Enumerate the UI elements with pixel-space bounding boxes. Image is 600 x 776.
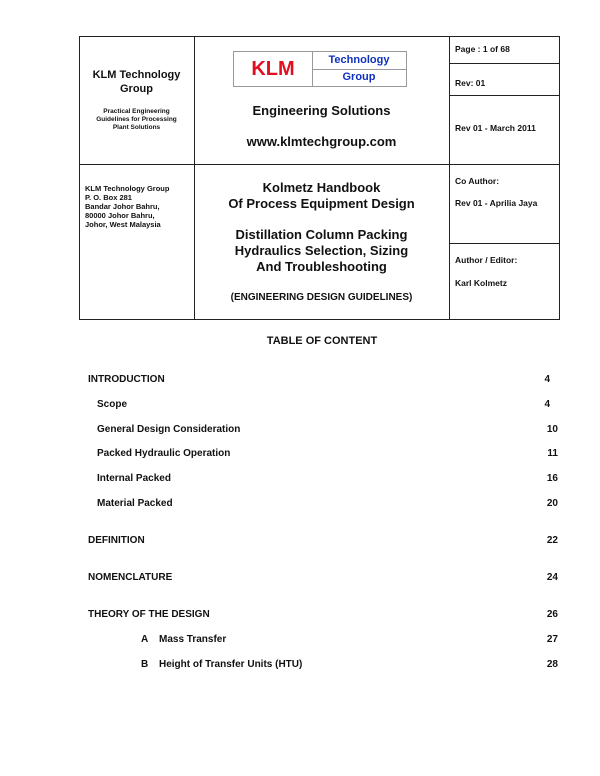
toc-entry-label: General Design Consideration — [97, 424, 241, 435]
toc-entry[interactable] — [88, 397, 558, 413]
toc-entry-page: 11 — [547, 448, 558, 459]
toc-entry[interactable] — [88, 533, 558, 549]
toc-entry-label: Packed Hydraulic Operation — [97, 448, 231, 459]
divider — [80, 164, 559, 165]
toc-entry[interactable] — [88, 422, 558, 438]
company-tagline — [79, 108, 194, 132]
toc-entry[interactable] — [88, 496, 558, 512]
toc-entry-letter: A — [141, 634, 149, 645]
toc-entry-page: 4 — [544, 399, 550, 410]
divider — [449, 95, 559, 96]
guidelines-label: (ENGINEERING DESIGN GUIDELINES) — [230, 292, 413, 303]
company-name — [79, 68, 194, 96]
toc-entry[interactable] — [88, 446, 558, 462]
klm-logo — [233, 51, 407, 87]
engineering-solutions: Engineering Solutions — [252, 103, 391, 118]
toc-entry[interactable] — [88, 657, 558, 673]
revision: Rev: 01 — [455, 78, 486, 88]
tagline-line: Practical Engineering — [103, 108, 170, 115]
handbook-title-line: Of Process Equipment Design — [228, 196, 415, 211]
address-line: 80000 Johor Bahru, — [85, 211, 155, 220]
company-name-line: KLM Technology — [92, 69, 181, 81]
toc-title: TABLE OF CONTENT — [266, 335, 378, 347]
tagline-line: Plant Solutions — [112, 124, 161, 131]
toc-entry-letter: B — [141, 659, 149, 670]
subject-line: Hydraulics Selection, Sizing — [234, 243, 409, 258]
toc-entry-page: 26 — [546, 609, 558, 620]
toc-entry-label: Height of Transfer Units (HTU) — [159, 659, 303, 670]
toc-entry-page: 27 — [546, 634, 558, 645]
toc-entry-label: Material Packed — [97, 498, 173, 509]
toc-entry-page: 4 — [544, 374, 550, 385]
address-line: Bandar Johor Bahru, — [85, 202, 160, 211]
address-line: P. O. Box 281 — [85, 193, 132, 202]
toc-entry-label: THEORY OF THE DESIGN — [88, 609, 210, 620]
subject-line: And Troubleshooting — [256, 259, 387, 274]
author-name: Karl Kolmetz — [455, 278, 507, 288]
co-author-name: Rev 01 - Aprilia Jaya — [455, 198, 538, 208]
divider — [194, 37, 195, 319]
divider — [449, 37, 450, 319]
co-author-label: Co Author: — [455, 176, 500, 186]
divider — [449, 243, 559, 244]
toc-entry[interactable] — [88, 372, 558, 388]
logo-technology-text: Technology — [312, 52, 406, 70]
divider — [449, 63, 559, 64]
toc-entry-page: 16 — [546, 473, 558, 484]
handbook-title — [194, 180, 449, 212]
toc-entry-page: 28 — [546, 659, 558, 670]
toc-entry-label: INTRODUCTION — [88, 374, 165, 385]
toc-entry-label: DEFINITION — [88, 535, 145, 546]
toc-entry-label: Scope — [97, 399, 128, 410]
toc-entry[interactable] — [88, 607, 558, 623]
logo-group-text: Group — [342, 71, 376, 83]
toc-entry[interactable] — [88, 570, 558, 586]
toc-entry[interactable] — [88, 471, 558, 487]
tagline-line: Guidelines for Processing — [96, 116, 177, 123]
toc-entry-label: Mass Transfer — [159, 634, 227, 645]
document-subject — [194, 227, 449, 275]
toc-entry-label: NOMENCLATURE — [88, 572, 173, 583]
toc-entry-page: 24 — [546, 572, 558, 583]
address-line: KLM Technology Group — [85, 184, 170, 193]
subject-line: Distillation Column Packing — [235, 227, 408, 242]
page-number: Page : 1 of 68 — [455, 44, 510, 54]
company-name-line: Group — [120, 83, 153, 95]
logo-klm-text: KLM — [234, 52, 313, 86]
company-address — [85, 184, 169, 229]
toc-entry-label: Internal Packed — [97, 473, 171, 484]
revision-date: Rev 01 - March 2011 — [455, 123, 536, 133]
address-line: Johor, West Malaysia — [85, 220, 161, 229]
toc-entry[interactable] — [88, 632, 558, 648]
website-link[interactable]: www.klmtechgroup.com — [246, 134, 397, 149]
toc-entry-page: 10 — [546, 424, 558, 435]
handbook-title-line: Kolmetz Handbook — [262, 180, 381, 195]
toc-entry-page: 22 — [546, 535, 558, 546]
toc-entry-page: 20 — [546, 498, 558, 509]
author-label: Author / Editor: — [455, 255, 518, 265]
